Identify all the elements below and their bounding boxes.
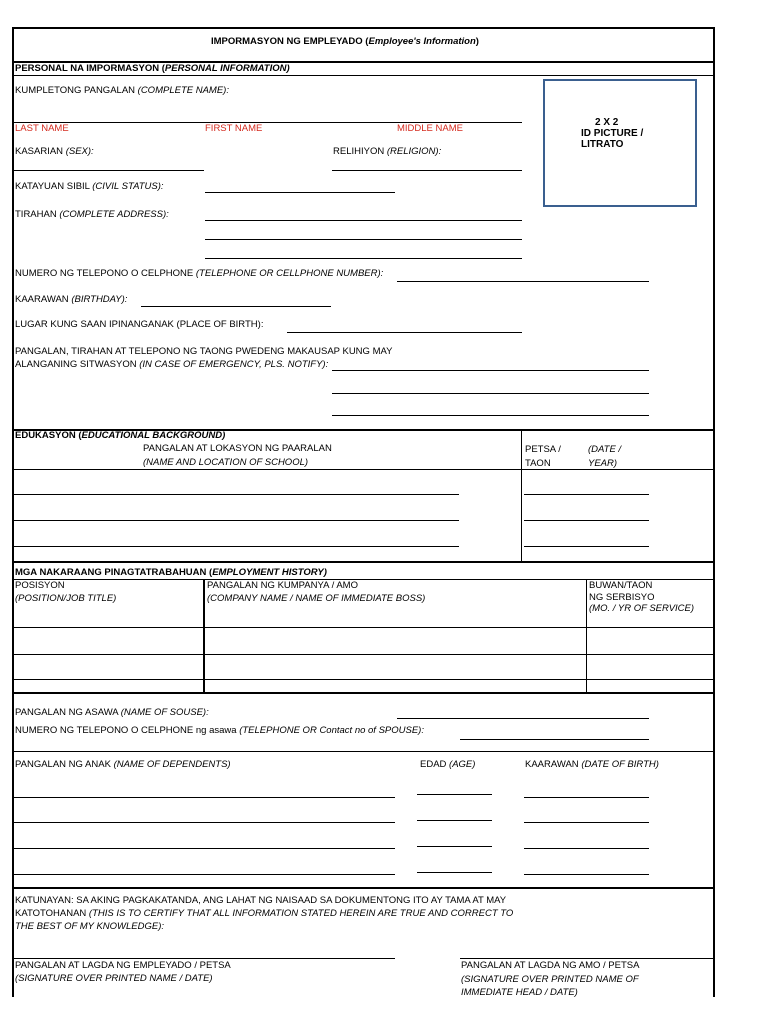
employment-row-line (12, 654, 715, 655)
birthplace-field[interactable] (287, 332, 522, 333)
date-field-2[interactable] (524, 520, 649, 521)
school-column-subheader: (NAME AND LOCATION OF SCHOOL) (143, 457, 309, 468)
religion-field[interactable] (332, 170, 522, 171)
dependent-age-field-3[interactable] (417, 846, 492, 847)
service-column-subheader: (MO. / YR OF SERVICE) (589, 603, 695, 614)
dependents-age-header: EDAD (AGE) (420, 759, 476, 770)
certification-line-3: THE BEST OF MY KNOWLEDGE): (15, 921, 165, 932)
service-column-header: BUWAN/TAON NG SERBISYO (589, 580, 655, 603)
dependent-age-field-1[interactable] (417, 794, 492, 795)
employee-signature-sublabel: (SIGNATURE OVER PRINTED NAME / DATE) (15, 973, 213, 984)
position-column-subheader: (POSITION/JOB TITLE) (15, 593, 117, 604)
school-field-2[interactable] (12, 520, 459, 521)
id-photo-label: 2 X 2 ID PICTURE / LITRATO (581, 117, 644, 150)
spouse-phone-label: NUMERO NG TELEPONO O CELPHONE ng asawa (TELEPHONE OR Contact no of SPOUSE): (15, 725, 424, 736)
dependent-dob-field-2[interactable] (524, 822, 649, 823)
certification-line-2: KATOTOHANAN (THIS IS TO CERTIFY THAT ALL INFORMATION STATED HEREIN ARE TRUE AND CORRECT TO (15, 908, 514, 919)
employment-column-divider-1 (203, 579, 205, 693)
certification-line-1: KATUNAYAN: SA AKING PAGKAKATANDA, ANG LAHAT NG NAISAAD SA DOKUMENTONG ITO AY TAMA AT MAY (15, 895, 507, 906)
birthday-field[interactable] (141, 306, 331, 307)
company-column-header: PANGALAN NG KUMPANYA / AMO (207, 580, 358, 591)
emergency-label-line-2: ALANGANING SITWASYON (IN CASE OF EMERGENCY, PLS. NOTIFY): (15, 359, 329, 370)
dependent-name-field-2[interactable] (12, 822, 395, 823)
birthday-label: KAARAWAN (BIRTHDAY): (15, 294, 128, 305)
frame-top (12, 27, 715, 29)
first-name-label: FIRST NAME (205, 123, 263, 134)
religion-label: RELIHIYON (RELIGION): (333, 146, 442, 157)
phone-label: NUMERO NG TELEPONO O CELPHONE (TELEPHONE OR CELLPHONE NUMBER): (15, 268, 384, 279)
divider (12, 887, 715, 889)
id-photo-box[interactable] (543, 79, 697, 207)
dependents-name-header: PANGALAN NG ANAK (NAME OF DEPENDENTS) (15, 759, 231, 770)
civil-status-label: KATAYUAN SIBIL (CIVIL STATUS): (15, 181, 164, 192)
spouse-name-field[interactable] (397, 718, 649, 719)
position-column-header: POSISYON (15, 580, 65, 591)
school-column-header: PANGALAN AT LOKASYON NG PAARALAN (143, 443, 332, 454)
full-name-label: KUMPLETONG PANGALAN (COMPLETE NAME): (15, 85, 229, 96)
employment-row-line (12, 679, 715, 680)
spouse-phone-field[interactable] (460, 739, 649, 740)
divider (12, 75, 715, 76)
dependents-dob-header: KAARAWAN (DATE OF BIRTH) (525, 759, 659, 770)
school-field-1[interactable] (12, 494, 459, 495)
date-field-1[interactable] (524, 494, 649, 495)
employee-signature-label: PANGALAN AT LAGDA NG EMPLEYADO / PETSA (15, 960, 231, 971)
spouse-name-label: PANGALAN NG ASAWA (NAME OF SOUSE): (15, 707, 209, 718)
employment-column-divider-2 (586, 579, 587, 693)
employment-row-line (12, 627, 715, 628)
dependent-age-field-4[interactable] (417, 872, 492, 873)
frame-right (713, 27, 715, 997)
emergency-field-3[interactable] (332, 415, 649, 416)
phone-field[interactable] (397, 281, 649, 282)
sex-field[interactable] (12, 170, 204, 171)
divider (12, 469, 715, 470)
date-field-3[interactable] (524, 546, 649, 547)
company-column-subheader: (COMPANY NAME / NAME OF IMMEDIATE BOSS) (207, 593, 426, 604)
date-column-header: PETSA / TAON (525, 444, 561, 469)
section-header-education: EDUKASYON (EDUCATIONAL BACKGROUND) (15, 430, 226, 441)
sex-label: KASARIAN (SEX): (15, 146, 94, 157)
address-field-3[interactable] (205, 258, 522, 259)
section-header-employment: MGA NAKARAANG PINAGTATRABAHUAN (EMPLOYMENT HISTORY) (15, 567, 327, 578)
emergency-field-1[interactable] (332, 370, 649, 371)
dependent-name-field-4[interactable] (12, 874, 395, 875)
last-name-label: LAST NAME (15, 123, 69, 134)
dependent-dob-field-1[interactable] (524, 797, 649, 798)
employer-signature-line[interactable] (460, 958, 713, 959)
dependent-age-field-2[interactable] (417, 820, 492, 821)
school-field-3[interactable] (12, 546, 459, 547)
divider (12, 692, 715, 694)
emergency-field-2[interactable] (332, 393, 649, 394)
frame-left (12, 27, 14, 997)
emergency-label-line-1: PANGALAN, TIRAHAN AT TELEPONO NG TAONG PWEDENG MAKAUSAP KUNG MAY (15, 346, 393, 357)
date-column-subheader: (DATE / YEAR) (588, 444, 622, 469)
dependent-dob-field-3[interactable] (524, 848, 649, 849)
dependent-name-field-1[interactable] (12, 797, 395, 798)
birthplace-label: LUGAR KUNG SAAN IPINANGANAK (PLACE OF BIRTH): (15, 319, 264, 330)
dependent-dob-field-4[interactable] (524, 874, 649, 875)
divider (12, 561, 715, 563)
address-field-2[interactable] (205, 239, 522, 240)
address-field-1[interactable] (205, 220, 522, 221)
section-header-personal: PERSONAL NA IMPORMASYON (PERSONAL INFORMATION) (15, 63, 290, 74)
employee-signature-line[interactable] (12, 958, 395, 959)
civil-status-field[interactable] (205, 192, 395, 193)
divider (12, 751, 715, 752)
address-label: TIRAHAN (COMPLETE ADDRESS): (15, 209, 169, 220)
employer-signature-label: PANGALAN AT LAGDA NG AMO / PETSA (461, 960, 640, 971)
education-column-divider (521, 429, 522, 562)
dependent-name-field-3[interactable] (12, 848, 395, 849)
form-title: IMPORMASYON NG EMPLEYADO (Employee's Information) (211, 36, 479, 47)
employer-signature-sublabel: (SIGNATURE OVER PRINTED NAME OF IMMEDIATE HEAD / DATE) (461, 974, 639, 998)
middle-name-label: MIDDLE NAME (397, 123, 463, 134)
